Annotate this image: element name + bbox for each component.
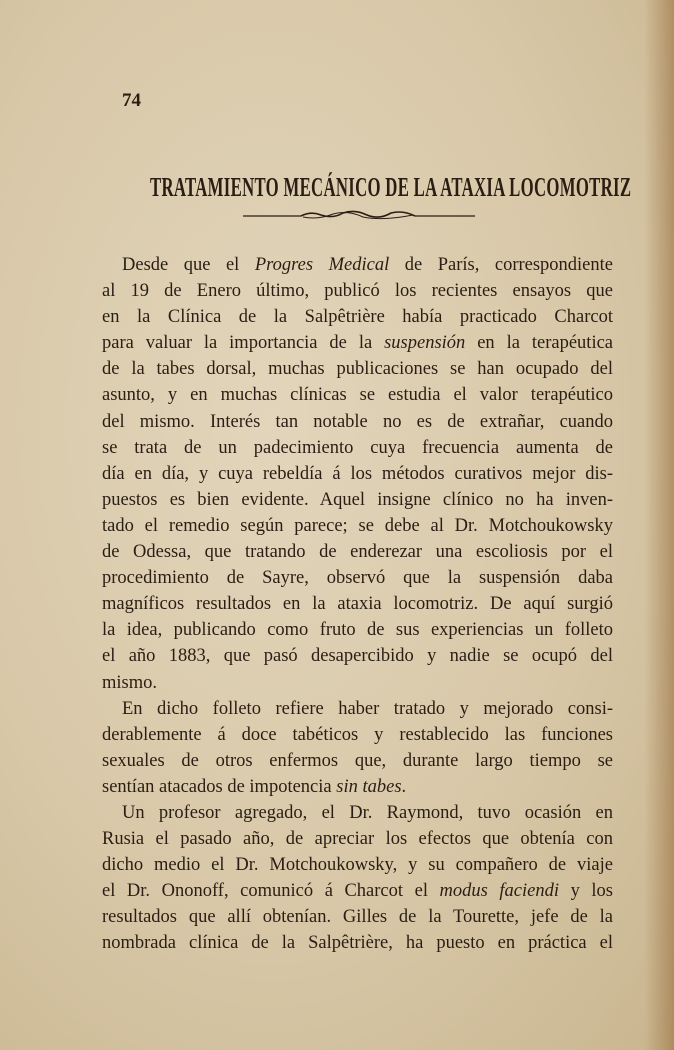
text-segment: Desde que el bbox=[122, 255, 255, 275]
page-number: 74 bbox=[122, 90, 141, 111]
italic-text: sin tabes bbox=[336, 776, 402, 797]
text-segment: puestos es bien evidente. Aquel insigne clínico no ha inven- bbox=[102, 489, 613, 510]
text-line bbox=[102, 409, 613, 435]
text-line bbox=[102, 513, 613, 539]
italic-text: modus faciendi bbox=[439, 881, 560, 902]
text-segment: nombrada clínica de la Salpêtrière, ha puesto en práctica el bbox=[102, 933, 613, 954]
text-line bbox=[102, 800, 613, 826]
text-line bbox=[102, 304, 613, 330]
text-segment: resultados que allí obtenían. Gilles de la Tourette, jefe de la bbox=[102, 907, 613, 928]
text-segment: al 19 de Enero último, publicó los recientes ensayos que bbox=[102, 281, 613, 302]
text-line bbox=[102, 252, 613, 278]
text-line bbox=[102, 435, 613, 461]
text-line bbox=[102, 722, 613, 748]
text-line bbox=[102, 930, 613, 956]
text-segment: del mismo. Interés tan notable no es de extrañar, cuando bbox=[102, 411, 613, 432]
text-segment: el año 1883, que pasó desapercibido y nadie se ocupó del bbox=[102, 646, 613, 667]
text-line bbox=[102, 670, 613, 696]
text-line bbox=[102, 461, 613, 487]
text-line bbox=[102, 878, 613, 904]
text-segment: de París, correspondiente bbox=[389, 255, 613, 275]
text-segment: en la Clínica de la Salpêtrière había practicado Charcot bbox=[102, 307, 613, 328]
text-segment: . bbox=[401, 776, 407, 797]
text-segment: procedimiento de Sayre, observó que la suspensión daba bbox=[102, 568, 613, 589]
text-segment: sexuales de otros enfermos que, durante largo tiempo se bbox=[102, 750, 613, 771]
italic-text: suspensión bbox=[384, 333, 466, 354]
text-segment: para valuar la importancia de la bbox=[102, 333, 385, 354]
text-segment: tado el remedio según parece; se debe al Dr. Motchoukowsky bbox=[102, 515, 613, 536]
text-line bbox=[102, 826, 613, 852]
text-line bbox=[102, 278, 613, 304]
text-segment: En dicho folleto refiere haber tratado y mejorado consi- bbox=[122, 698, 613, 719]
text-line bbox=[102, 904, 613, 930]
text-line bbox=[102, 330, 613, 356]
body-text bbox=[102, 252, 613, 957]
text-segment: y los bbox=[559, 881, 613, 902]
text-line bbox=[102, 748, 613, 774]
text-segment: dicho medio el Dr. Motchoukowsky, y su compañero de viaje bbox=[102, 855, 613, 876]
text-segment: sentían atacados de impotencia bbox=[102, 776, 337, 797]
text-segment: derablemente á doce tabéticos y restablecido las funciones bbox=[102, 724, 613, 745]
text-segment: magníficos resultados en la ataxia locomotriz. De aquí surgió bbox=[102, 594, 613, 615]
text-line bbox=[102, 643, 613, 669]
page-edge-shadow bbox=[644, 0, 674, 1050]
text-segment: asunto, y en muchas clínicas se estudia el valor terapéutico bbox=[102, 385, 613, 406]
text-line bbox=[102, 565, 613, 591]
text-line bbox=[102, 696, 613, 722]
text-segment: Rusia el pasado año, de apreciar los efectos que obtenía con bbox=[102, 829, 613, 850]
text-segment: de la tabes dorsal, muchas publicaciones se han ocupado del bbox=[102, 359, 613, 380]
text-segment: en la terapéutica bbox=[465, 333, 614, 354]
text-segment: día en día, y cuya rebeldía á los métodos curativos mejor dis- bbox=[102, 463, 613, 484]
chapter-title-text: TRATAMIENTO MECÁNICO DE LA ATAXIA LOCOMOTRIZ bbox=[150, 172, 632, 202]
text-line bbox=[102, 539, 613, 565]
text-line bbox=[102, 487, 613, 513]
chapter-title bbox=[150, 172, 632, 202]
text-segment: mismo. bbox=[102, 672, 157, 693]
text-segment: se trata de un padecimiento cuya frecuencia aumenta de bbox=[102, 437, 613, 458]
text-segment: de Odessa, que tratando de enderezar una escoliosis por el bbox=[102, 542, 613, 563]
text-line bbox=[102, 852, 613, 878]
text-line bbox=[102, 382, 613, 408]
text-segment: el Dr. Ononoff, comunicó á Charcot el bbox=[102, 881, 440, 902]
text-segment: Un profesor agregado, el Dr. Raymond, tuvo ocasión en bbox=[122, 802, 613, 823]
text-line bbox=[102, 591, 613, 617]
italic-text: Progres Medical bbox=[254, 255, 390, 275]
text-line bbox=[102, 774, 613, 800]
ornament-divider-icon bbox=[243, 209, 475, 221]
text-segment: la idea, publicando como fruto de sus experiencias un folleto bbox=[102, 620, 613, 641]
text-line bbox=[102, 617, 613, 643]
text-line bbox=[102, 356, 613, 382]
